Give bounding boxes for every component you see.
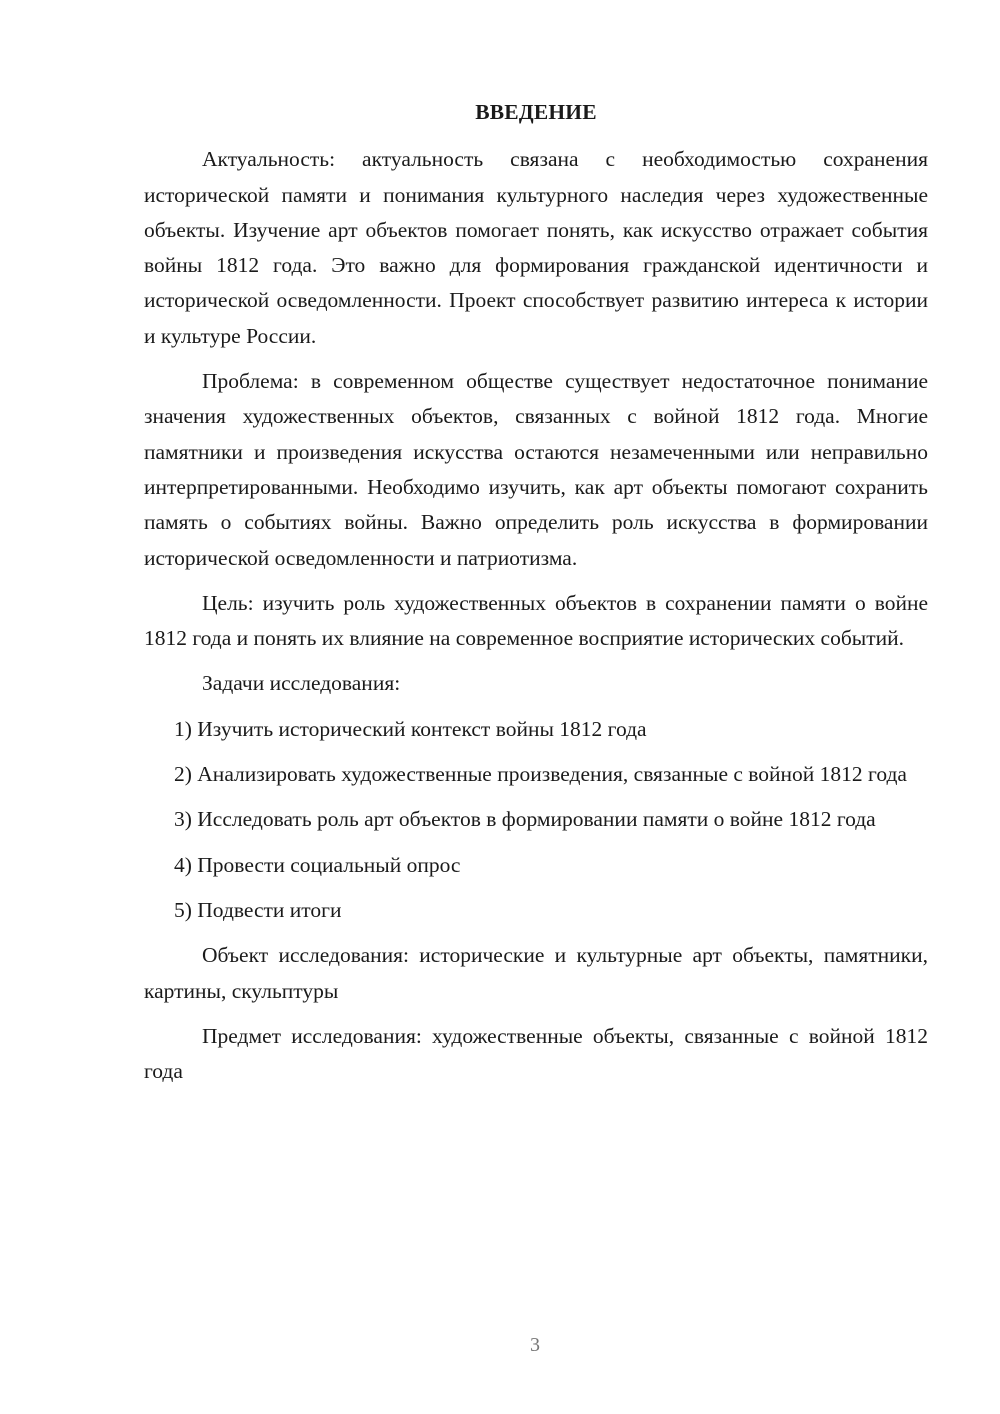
task-item-1: 1) Изучить исторический контекст войны 1812 года [174,716,647,741]
page-number: 3 [530,1334,540,1356]
problem-paragraph: Проблема: в современном обществе существует недостаточное понимание значения художественных объектов, связанных с войной 1812 года. Многие памятники и произведения искусства остаются незамеченными или неправильно интерпретированными. Необходимо изучить, как арт объекты помогают сохранить память о событиях войны. Важно определить роль искусства в формировании исторической осведомленности и патриотизма. [144,369,928,570]
task-item-3: 3) Исследовать роль арт объектов в формировании памяти о войне 1812 года [174,807,876,832]
goal-paragraph: Цель: изучить роль художественных объектов в сохранении памяти о войне 1812 года и понять их влияние на современное восприятие исторических событий. [144,590,928,651]
section-title: ВВЕДЕНИЕ [475,100,597,124]
task-item-2: 2) Анализировать художественные произведения, связанные с войной 1812 года [174,762,907,787]
task-item-4: 4) Провести социальный опрос [174,852,461,877]
subject-paragraph: Предмет исследования: художественные объекты, связанные с войной 1812 года [144,1023,928,1084]
tasks-heading: Задачи исследования: [202,671,401,696]
object-paragraph: Объект исследования: исторические и культурные арт объекты, памятники, картины, скульптуры [144,943,928,1003]
relevance-paragraph: Актуальность: актуальность связана с необходимостью сохранения исторической памяти и понимания культурного наследия через художественные объекты. Изучение арт объектов помогает понять, как искусство отражает события войны 1812 года. Это важно для формирования гражданской идентичности и исторической осведомленности. Проект способствует развитию интереса к истории и культуре России. [144,147,928,348]
task-item-5: 5) Подвести итоги [174,897,342,922]
page-content [144,95,928,1099]
